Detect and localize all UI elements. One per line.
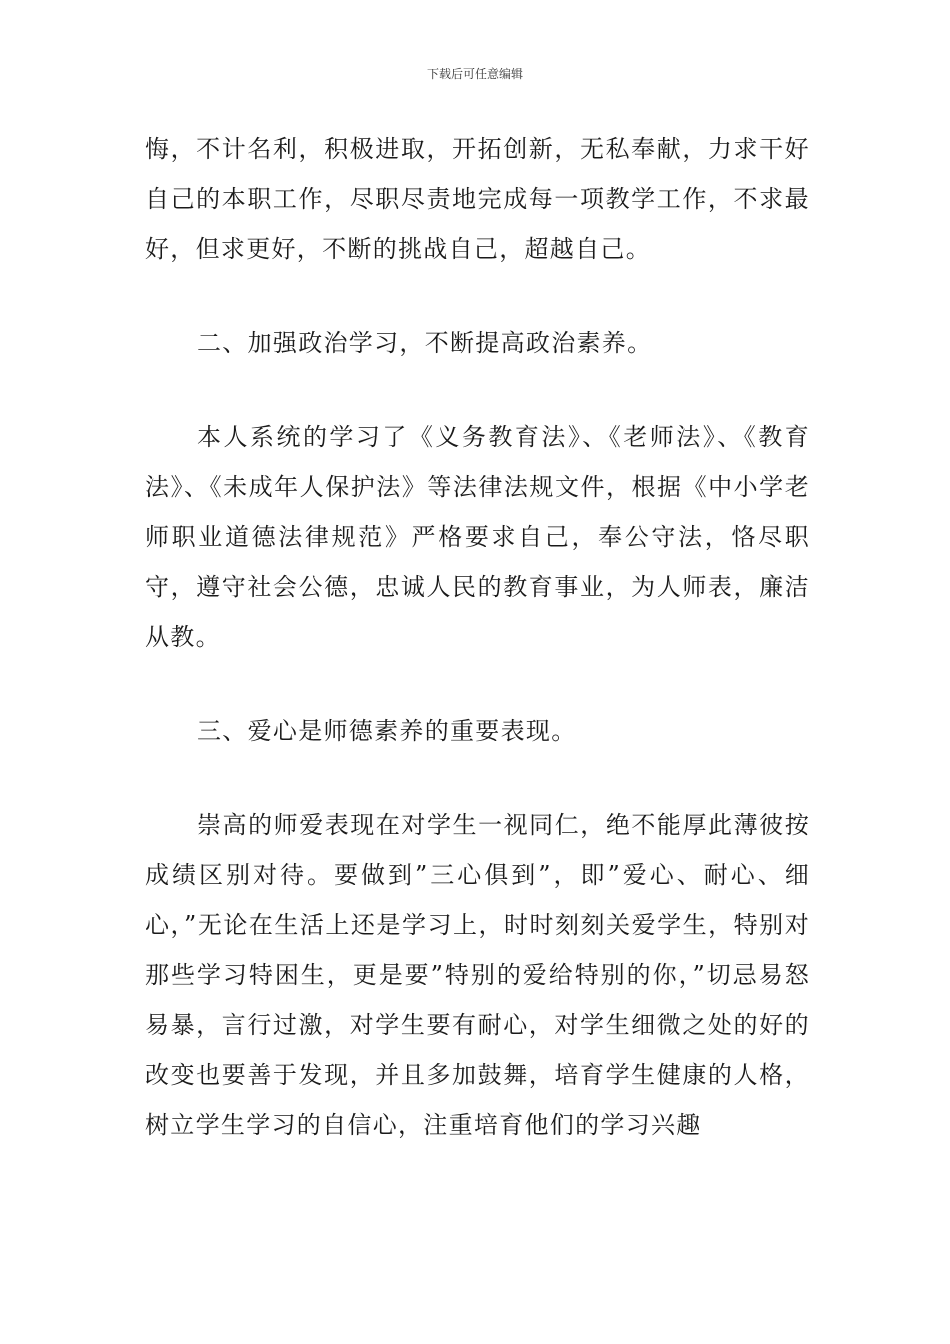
paragraph-teacher-love: 崇高的师爱表现在对学生一视同仁，绝不能厚此薄彼按成绩区别对待。要做到”三心俱到”，即”爱心、耐心、细心，”无论在生活上还是学习上，时时刻刻关爱学生，特别对那些学习特困生，更是要”特别的爱给特别的你，”切忌易怒易暴，言行过激，对学生要有耐心，对学生细微之处的好的改变也要善于发现，并且多加鼓舞，培育学生健康的人格，树立学生学习的自信心，注重培育他们的学习兴趣 [145,811,810,1139]
page-header-note: 下载后可任意编辑 [426,67,523,81]
paragraph-law-study: 本人系统的学习了《义务教育法》、《老师法》、《教育法》、《未成年人保护法》等法律法规文件，根据《中小学老师职业道德法律规范》严格要求自己，奉公守法，恪尽职守，遵守社会公德，忠诚人民的教育事业，为人师表，廉洁从教。 [145,423,810,651]
paragraph-gap [145,662,810,706]
paragraph-continued: 悔，不计名利，积极进取，开拓创新，无私奉献，力求干好自己的本职工作，尽职尽责地完成每一项教学工作，不求最好，但求更好，不断的挑战自己，超越自己。 [145,135,810,263]
document-body [145,124,810,1150]
paragraph-gap [145,274,810,318]
paragraph-gap [145,756,810,800]
section-heading-3: 三、爱心是师德素养的重要表现。 [197,717,577,745]
section-heading-2: 二、加强政治学习，不断提高政治素养。 [197,329,653,357]
paragraph-gap [145,368,810,412]
